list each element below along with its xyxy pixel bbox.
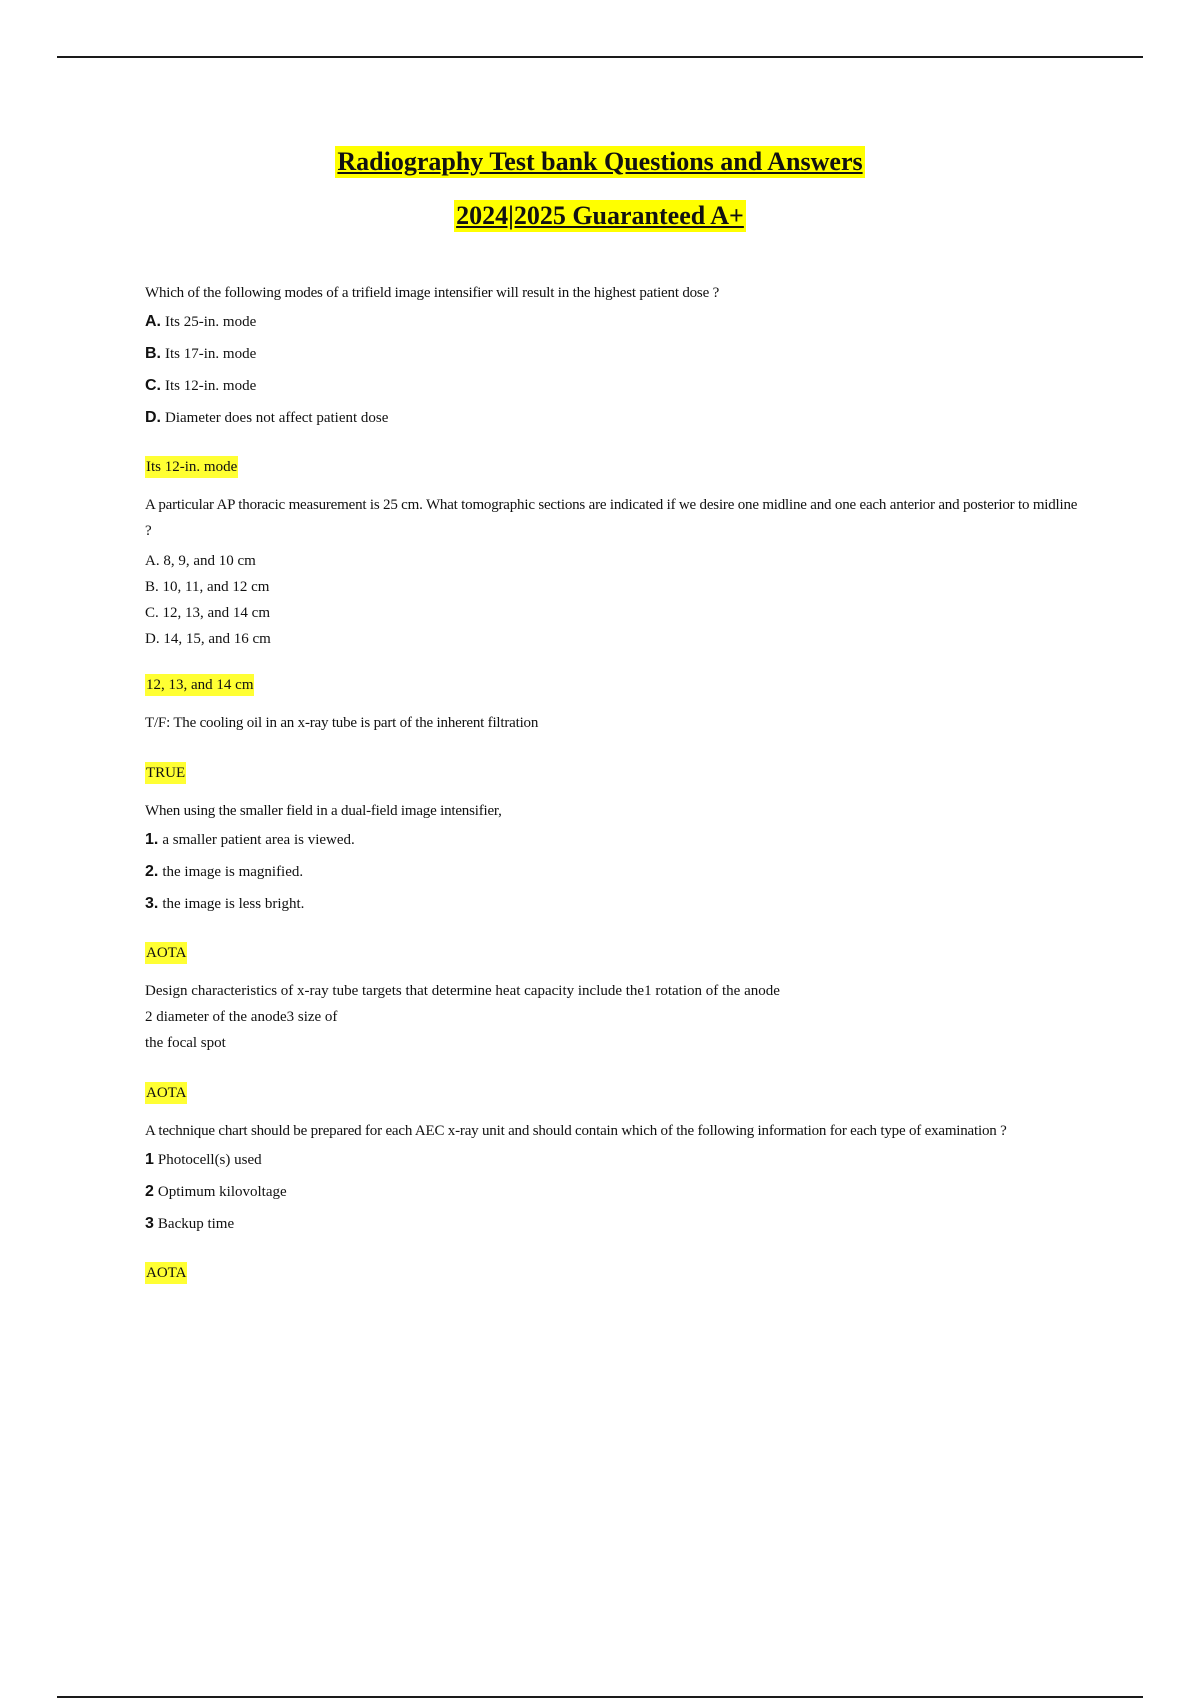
option-2: 2 Optimum kilovoltage xyxy=(145,1183,287,1200)
answer-highlight: 12, 13, and 14 cm xyxy=(145,674,254,696)
option-2: 2. the image is magnified. xyxy=(145,863,304,880)
question-text-line-1: Design characteristics of x-ray tube targets that determine heat capacity include the1 rotation of the anode xyxy=(145,983,780,999)
option-d: D. 14, 15, and 16 cm xyxy=(145,631,271,647)
question-3 xyxy=(145,710,1085,784)
question-5 xyxy=(145,978,1085,1104)
question-text-line-2: 2 diameter of the anode3 size of xyxy=(145,1009,338,1025)
question-text: T/F: The cooling oil in an x-ray tube is part of the inherent filtration xyxy=(145,715,539,731)
title-line-1: Radiography Test bank Questions and Answers xyxy=(337,147,863,176)
answer-highlight: AOTA xyxy=(145,1262,187,1284)
option-c: C. Its 12-in. mode xyxy=(145,377,257,394)
option-a: A. Its 25-in. mode xyxy=(145,313,257,330)
question-list xyxy=(145,280,1085,1298)
question-text: When using the smaller field in a dual-field image intensifier, xyxy=(145,803,502,819)
question-4 xyxy=(145,798,1085,964)
option-b: B. 10, 11, and 12 cm xyxy=(145,579,270,595)
title-line-2: 2024|2025 Guaranteed A+ xyxy=(456,201,744,230)
option-a: A. 8, 9, and 10 cm xyxy=(145,553,256,569)
answer-highlight: TRUE xyxy=(145,762,186,784)
question-6 xyxy=(145,1118,1085,1284)
option-c: C. 12, 13, and 14 cm xyxy=(145,605,270,621)
option-d: D. Diameter does not affect patient dose xyxy=(145,409,389,426)
question-text: A technique chart should be prepared for each AEC x-ray unit and should contain which of the following information for each type of examination ? xyxy=(145,1123,1007,1139)
answer-highlight: AOTA xyxy=(145,942,187,964)
option-3: 3 Backup time xyxy=(145,1215,235,1232)
answer-highlight: AOTA xyxy=(145,1082,187,1104)
option-1: 1 Photocell(s) used xyxy=(145,1151,262,1168)
bottom-rule xyxy=(57,1696,1143,1698)
question-text: Which of the following modes of a trifield image intensifier will result in the highest patient dose ? xyxy=(145,285,720,301)
option-3: 3. the image is less bright. xyxy=(145,895,305,912)
option-b: B. Its 17-in. mode xyxy=(145,345,257,362)
question-1 xyxy=(145,280,1085,478)
answer-highlight: Its 12-in. mode xyxy=(145,456,238,478)
top-rule xyxy=(57,56,1143,58)
question-2 xyxy=(145,492,1085,696)
question-text-line-3: the focal spot xyxy=(145,1035,226,1051)
question-text: A particular AP thoracic measurement is 25 cm. What tomographic sections are indicated if we desire one midline and one each anterior and posterior to midline ? xyxy=(145,497,1078,539)
option-1: 1. a smaller patient area is viewed. xyxy=(145,831,355,848)
document-title xyxy=(0,146,1200,232)
